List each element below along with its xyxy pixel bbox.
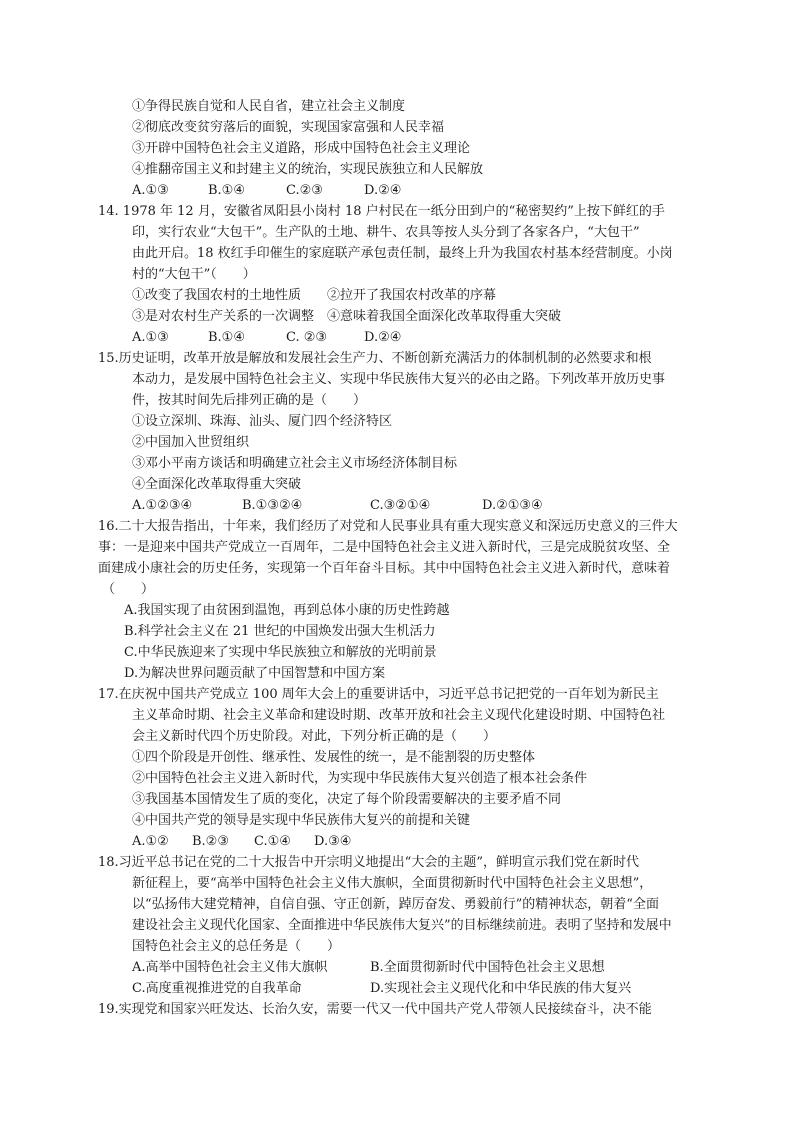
exam-content xyxy=(98,96,678,1020)
q18-stem-3: 以“弘扬伟大建党精神，自信自强、守正创新，踔厉奋发、勇毅前行”的精神状态，朝着“全面 xyxy=(132,897,659,912)
question-16 xyxy=(98,516,678,684)
q14-stem-1: 14. 1978 年 12 月，安徽省凤阳县小岗村 18 户村民在一纸分田到户的“秘密契约”上按下鲜红的手 xyxy=(98,204,665,219)
q14-option-d[interactable]: D.②④ xyxy=(364,330,402,345)
q14-option-c[interactable]: C. ②③ xyxy=(286,330,328,345)
q16-option-a[interactable]: A.我国实现了由贫困到温饱，再到总体小康的历史性跨越 xyxy=(124,603,450,618)
q18-option-d[interactable]: D.实现社会主义现代化和中华民族的伟大复兴 xyxy=(370,981,632,996)
q17-option-c[interactable]: C.①④ xyxy=(254,834,291,849)
q14-stem-2: 印，实行农业“大包干”。生产队的土地、耕牛、农具等按人头分到了各家各户，“大包干” xyxy=(132,225,640,240)
q13-item-1: ①争得民族自觉和人民自省，建立社会主义制度 xyxy=(132,99,406,114)
question-17 xyxy=(98,684,674,852)
question-14 xyxy=(98,201,674,348)
q18-stem-5: 国特色社会主义的总任务是（ ） xyxy=(132,939,341,954)
q15-option-c[interactable]: C.③②①④ xyxy=(370,498,431,513)
q13-option-b[interactable]: B.①④ xyxy=(208,183,245,198)
q15-item-1: ①设立深圳、珠海、汕头、厦门四个经济特区 xyxy=(132,414,393,429)
q16-stem-3: 面建成小康社会的历史任务，实现第一个百年奋斗目标。其中中国特色社会主义进入新时代，意味着 xyxy=(98,561,671,576)
q14-stem-3: 由此开启。18 枚红手印催生的家庭联产承包责任制，最终上升为我国农村基本经营制度。小岗 xyxy=(132,246,673,261)
q17-option-a[interactable]: A.①② xyxy=(132,834,169,849)
q17-stem-1: 17.在庆祝中国共产党成立 100 周年大会上的重要讲话中，习近平总书记把党的一百年划为新民主 xyxy=(98,687,659,702)
q18-stem-4: 建设社会主义现代化国家、全面推进中华民族伟大复兴”的目标继续前进。表明了坚持和发展中 xyxy=(132,918,672,933)
q13-option-c[interactable]: C.②③ xyxy=(286,183,323,198)
q17-item-3: ③我国基本国情发生了质的变化，决定了每个阶段需要解决的主要矛盾不同 xyxy=(132,792,562,807)
q17-item-1: ①四个阶段是开创性、继承性、发展性的统一，是不能割裂的历史整体 xyxy=(132,750,536,765)
question-15 xyxy=(98,348,674,516)
q13-item-2: ②彻底改变贫穷落后的面貌，实现国家富强和人民幸福 xyxy=(132,120,445,135)
q17-stem-3: 会主义新时代四个历史阶段。对此，下列分析正确的是（ ） xyxy=(132,729,497,744)
q16-stem-1: 16.二十大报告指出，十年来，我们经历了对党和人民事业具有重大现实意义和深远历史意义的三件大 xyxy=(98,519,678,534)
q15-option-b[interactable]: B.①③②④ xyxy=(242,498,303,513)
question-18 xyxy=(98,852,674,999)
q17-option-b[interactable]: B.②③ xyxy=(192,834,229,849)
q16-option-c[interactable]: C.中华民族迎来了实现中华民族独立和解放的光明前景 xyxy=(124,645,437,660)
q18-option-c[interactable]: C.高度重视推进党的自我革命 xyxy=(132,981,302,996)
q18-options-row-2 xyxy=(114,978,674,999)
q15-option-a[interactable]: A.①②③④ xyxy=(132,498,193,513)
q15-item-4: ④全面深化改革取得重大突破 xyxy=(132,477,302,492)
q15-option-d[interactable]: D.②①③④ xyxy=(482,498,543,513)
q15-stem-1: 15.历史证明，改革开放是解放和发展社会生产力、不断创新充满活力的体制机制的必然要求和根 xyxy=(98,351,652,366)
q16-option-b[interactable]: B.科学社会主义在 21 世纪的中国焕发出强大生机活力 xyxy=(124,624,436,639)
q13-item-3: ③开辟中国特色社会主义道路，形成中国特色社会主义理论 xyxy=(132,141,471,156)
q15-item-2: ②中国加入世贸组织 xyxy=(132,435,250,450)
q14-item-row-1: ①改变了我国农村的土地性质 ②拉开了我国农村改革的序幕 xyxy=(132,288,497,303)
q14-stem-4: 村的“大包干”（ ） xyxy=(132,267,256,282)
q17-option-d[interactable]: D.③④ xyxy=(314,834,352,849)
q13-options xyxy=(114,180,674,201)
question-13 xyxy=(114,96,674,201)
q18-options-row-1 xyxy=(114,957,674,978)
q18-option-a[interactable]: A.高举中国特色社会主义伟大旗帜 xyxy=(132,960,328,975)
q15-stem-2: 本动力，是发展中国特色社会主义、实现中华民族伟大复兴的必由之路。下列改革开放历史事 xyxy=(132,372,666,387)
q13-option-d[interactable]: D.②④ xyxy=(364,183,402,198)
q18-stem-2: 新征程上，要“高举中国特色社会主义伟大旗帜，全面贯彻新时代中国特色社会主义思想”， xyxy=(132,876,653,891)
q13-option-a[interactable]: A.①③ xyxy=(132,183,169,198)
q19-stem-1: 19.实现党和国家兴旺发达、长治久安，需要一代又一代中国共产党人带领人民接续奋斗，决不能 xyxy=(98,1002,652,1017)
q18-stem-1: 18.习近平总书记在党的二十大报告中开宗明义地提出“大会的主题”，鲜明宣示我们党在新时代 xyxy=(98,855,639,870)
q13-item-4: ④推翻帝国主义和封建主义的统治，实现民族独立和人民解放 xyxy=(132,162,484,177)
q18-option-b[interactable]: B.全面贯彻新时代中国特色社会主义思想 xyxy=(370,960,605,975)
q14-options xyxy=(114,327,674,348)
q14-option-b[interactable]: B.①④ xyxy=(208,330,245,345)
question-19 xyxy=(98,999,674,1020)
q16-stem-4: （ ） xyxy=(102,582,155,597)
q17-stem-2: 主义革命时期、社会主义革命和建设时期、改革开放和社会主义现代化建设时期、中国特色社 xyxy=(132,708,666,723)
q15-options xyxy=(114,495,674,516)
q16-option-d[interactable]: D.为解决世界问题贡献了中国智慧和中国方案 xyxy=(124,666,386,681)
q15-stem-3: 件，按其时间先后排列正确的是（ ） xyxy=(132,393,367,408)
q16-stem-2: 事：一是迎来中国共产党成立一百周年，二是中国特色社会主义进入新时代，三是完成脱贫攻坚、全 xyxy=(98,540,671,555)
q14-option-a[interactable]: A.①③ xyxy=(132,330,169,345)
q17-options xyxy=(114,831,674,852)
q14-item-row-2: ③是对农村生产关系的一次调整 ④意味着我国全面深化改革取得重大突破 xyxy=(132,309,562,324)
q17-item-2: ②中国特色社会主义进入新时代，为实现中华民族伟大复兴创造了根本社会条件 xyxy=(132,771,588,786)
q17-item-4: ④中国共产党的领导是实现中华民族伟大复兴的前提和关键 xyxy=(132,813,471,828)
q15-item-3: ③邓小平南方谈话和明确建立社会主义市场经济体制目标 xyxy=(132,456,458,471)
